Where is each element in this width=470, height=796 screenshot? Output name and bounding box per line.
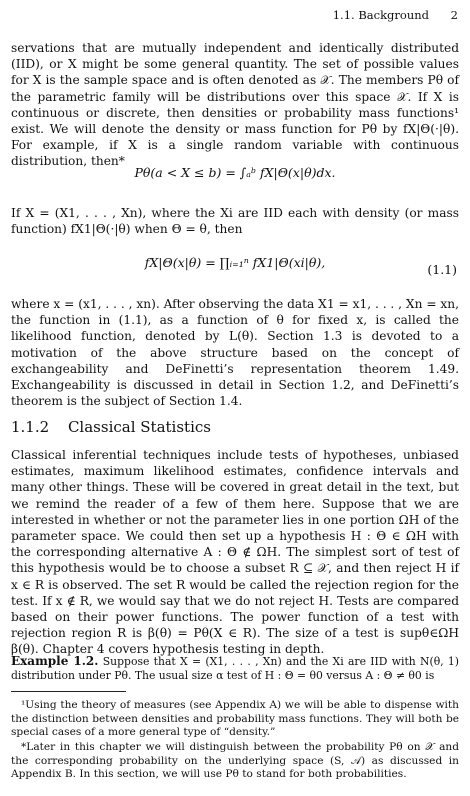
- example-block: [11, 654, 459, 683]
- paragraph-sample-space: servations that are mutually independent and identically distributed (IID), or X might be some general quantity. The set of possible values for X is the sample space and is often denoted as 𝒳. The members Pθ of the parametric family will be distributions over this space 𝒳. If X is continuous or discrete, then densities or probability mass functions¹ exist. We will denote the density or mass function for Pθ by fX|Θ(·|θ). For example, if X is a single random variable with continuous distribution, then*: [11, 41, 459, 169]
- page-number: 2: [450, 8, 458, 22]
- example-label: Example 1.2.: [11, 654, 99, 668]
- subsection-heading: [11, 418, 211, 436]
- example-text: Suppose that X = (X1, . . . , Xn) and the Xi are IID with N(θ, 1) distribution under Pθ. The usual size α test of H : Θ = θ0 versus A : Θ ≠ θ0 is: [11, 655, 460, 682]
- paragraph-classical-inference: Classical inferential techniques include tests of hypotheses, unbiased estimates, maximum likelihood estimates, confidence intervals and many other things. These will be covered in great detail in the text, but we remind the reader of a few of them here. Suppose that we are interested in whether or not the parameter lies in one portion ΩH of the parameter space. We could then set up a hypothesis H : Θ ∈ ΩH with the corresponding alternative A : Θ ∉ ΩH. The simplest sort of test of this hypothesis would be to choose a subset R ⊆ 𝒳, and then reject H if x ∈ R is observed. The set R would be called the rejection region for the test. If x ∉ R, we would say that we do not reject H. Tests are compared based on their power functions. The power function of a test with rejection region R is β(θ) = Pθ(X ∈ R). The size of a test is supθ∈ΩH β(θ). Chapter 4 covers hypothesis testing in depth.: [11, 448, 459, 657]
- paragraph-likelihood-function: where x = (x1, . . . , xn). After observing the data X1 = x1, . . . , Xn = xn, the function in (1.1), as a function of θ for fixed x, is called the likelihood function, denoted by L(θ). Section 1.3 is devoted to a motivation of the above structure based on the concept of exchangeability and DeFinetti’s representation theorem 1.49. Exchangeability is discussed in detail in Section 1.2, and DeFinetti’s theorem is the subject of Section 1.4.: [11, 297, 460, 409]
- running-head-section: 1.1. Background: [332, 8, 430, 22]
- equation-number: (1.1): [427, 262, 457, 277]
- footnote-measures: ¹Using the theory of measures (see Appendix A) we will be able to dispense with the distinction between densities and probability mass functions. They will both be special cases of a more general type of “density.”: [11, 699, 459, 739]
- running-head: [333, 8, 458, 22]
- paragraph-iid-density: If X = (X1, . . . , Xn), where the Xi are IID each with density (or mass function) fX1|Θ(·|θ) when Θ = θ, then: [11, 206, 459, 237]
- footnote-probability-space: *Later in this chapter we will distinguish between the probability Pθ on 𝒳 and the corresponding probability on the underlying space (S, 𝒜) as discussed in Appendix B. In this section, we will use Pθ to stand for both probabilities.: [11, 741, 459, 781]
- footnote-rule: [11, 691, 126, 692]
- equation-likelihood-product: fX|Θ(x|θ) = ∏ᵢ₌₁ⁿ fX1|Θ(xi|θ),: [144, 255, 326, 270]
- subsection-number: 1.1.2: [11, 418, 50, 436]
- equation-probability-integral: Pθ(a < X ≤ b) = ∫ₐᵇ fX|Θ(x|θ)dx.: [134, 165, 336, 180]
- subsection-title: Classical Statistics: [67, 418, 211, 436]
